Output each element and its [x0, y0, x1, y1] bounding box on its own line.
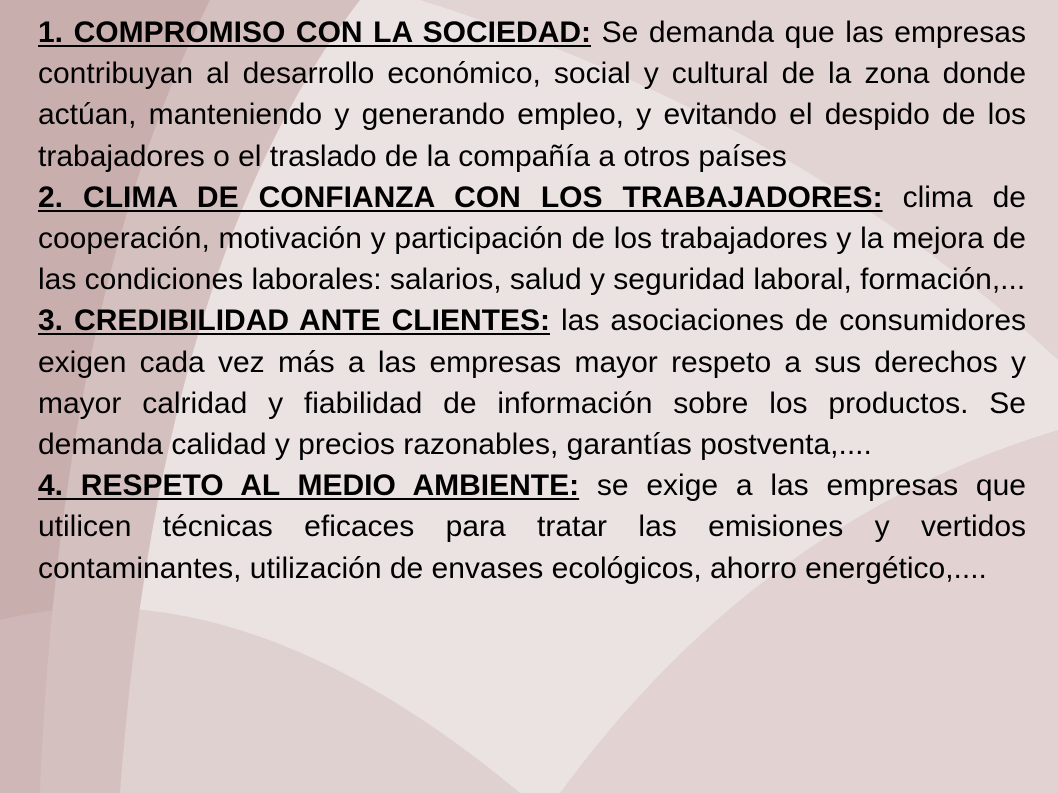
paragraph-4 — [38, 465, 1026, 589]
heading-2: 2. CLIMA DE CONFIANZA CON LOS TRABAJADORES: — [38, 180, 883, 214]
body-3: las asociaciones de consumidores exigen cada vez más a las empresas mayor respeto a sus derechos y mayor calridad y fiabilidad de información sobre los productos. Se demanda calidad y precios razonables, garantías postventa,.... — [38, 304, 1026, 462]
slide-content — [38, 12, 1026, 589]
heading-4: 4. RESPETO AL MEDIO AMBIENTE: — [38, 469, 580, 503]
paragraph-1 — [38, 12, 1026, 177]
body-2: clima de cooperación, motivación y participación de los trabajadores y la mejora de las condiciones laborales: salarios, salud y seguridad laboral, formación,... — [38, 180, 1026, 297]
paragraph-2 — [38, 177, 1026, 301]
body-1: Se demanda que las empresas contribuyan al desarrollo económico, social y cultural de la zona donde actúan, manteniendo y generando empleo, y evitando el despido de los trabajadores o el traslado de la compañía a otros países — [38, 16, 1026, 173]
body-4: se exige a las empresas que utilicen técnicas eficaces para tratar las emisiones y vertidos contaminantes, utilización de envases ecológicos, ahorro energético,.... — [38, 469, 1026, 585]
paragraph-3 — [38, 300, 1026, 465]
heading-3: 3. CREDIBILIDAD ANTE CLIENTES: — [38, 304, 550, 338]
heading-1: 1. COMPROMISO CON LA SOCIEDAD: — [38, 16, 592, 49]
